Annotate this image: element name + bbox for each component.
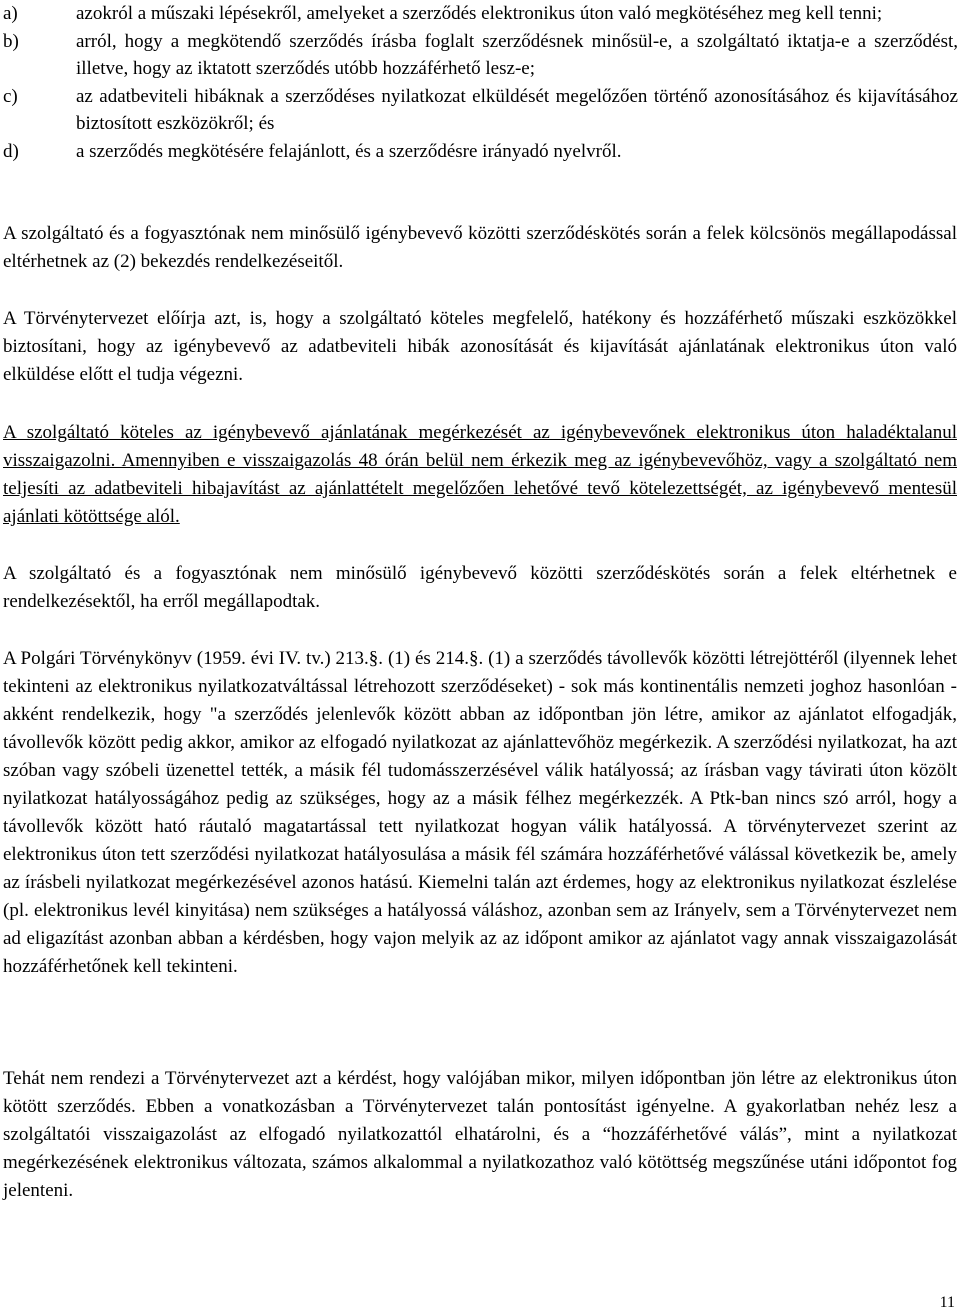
page-number: 11 [939, 1294, 955, 1311]
list-marker: b) [3, 30, 19, 52]
list-item [0, 138, 958, 166]
list-text: azokról a műszaki lépésekről, amelyeket a szerződés elektronikus úton való megkötéséhez meg kell tenni; [76, 3, 883, 24]
paragraph-civil-code: A Polgári Törvénykönyv (1959. évi IV. tv.) 213.§. (1) és 214.§. (1) a szerződés távollevők közötti létrejöttéről (ilyennek lehet tekinteni az elektronikus nyilatkozatváltással létrehozott szerződéseket) - sok más kontinentális nemzeti joghoz hasonlóan - akként rendelkezik, hogy "a szerződés jelenlevők között abban az időpontban jön létre, amikor az ajánlatot elfogadják, távollevők között pedig akkor, amikor az elfogadó nyilatkozat az ajánlattevőhöz megérkezik. A szerződési nyilatkozat, ha azt szóban vagy szóbeli üzenettel tették, a másik fél tudomásszerzésével válik hatályossá; az írásban vagy távirati úton közölt nyilatkozat hatályosságához pedig az szükséges, hogy az a másik félhez megérkezzék. A Ptk-ban nincs szó arról, hogy a távollevők között ható ráutaló magatartással tett nyilatkozat hogyan válik hatályossá. A törvénytervezet szerint az elektronikus úton tett szerződési nyilatkozat hatályosulása a másik fél számára hozzáférhetővé válással következik be, amely az írásbeli nyilatkozat megérkezésével azonos hatású. Kiemelni talán azt érdemes, hogy az elektronikus nyilatkozat észlelése (pl. elektronikus levél kinyitása) nem szükséges a hatályossá váláshoz, azonban sem az Irányelv, sem a Törvénytervezet nem ad eligazítást azonban abban a kérdésben, hogy vajon melyik az az időpont amikor az ajánlatot vagy annak visszaigazolását hozzáférhetőnek kell tekinteni. [3, 648, 957, 977]
list-marker: d) [3, 140, 19, 162]
paragraph-confirmation: A szolgáltató köteles az igénybevevő ajánlatának megérkezését az igénybevevőnek elektronikus úton haladéktalanul visszaigazolni. Amennyiben e visszaigazolás 48 órán belül nem érkezik meg az igénybevevőhöz, vagy a szolgáltató nem teljesíti az adatbeviteli hibajavítást az ajánlattételt megelőzően lehetővé tevő kötelezettségét, az igénybevevő mentesül ajánlati kötöttsége alól. [3, 422, 957, 527]
list-text: arról, hogy a megkötendő szerződés írásba foglalt szerződésnek minősül-e, a szolgáltató iktatja-e a szerződést, illetve, hogy az iktatott szerződés utóbb hozzáférhető lesz-e; [76, 30, 958, 79]
list-text: az adatbeviteli hibáknak a szerződéses nyilatkozat elküldését megelőzően történő azonosításához és kijavításához biztosított eszközökről; és [76, 85, 958, 134]
paragraph-conclusion: Tehát nem rendezi a Törvénytervezet azt a kérdést, hogy valójában mikor, milyen időpontban jön létre az elektronikus úton kötött szerződés. Ebben a vonatkozásban a Törvénytervezet talán pontosítást igényelne. A gyakorlatban nehéz lesz a szolgáltatói visszaigazolást az elfogadó nyilatkozattól elhatárolni, és a “hozzáférhetővé válás”, mint a nyilatkozat megérkezésének elektronikus változata, számos alkalommal a nyilatkozathoz való kötöttség megszűnése utáni időpontot fog jelenteni. [3, 1068, 957, 1201]
paragraph-technical-means: A Törvénytervezet előírja azt, is, hogy a szolgáltató köteles megfelelő, hatékony és hozzáférhető műszaki eszközökkel biztosítani, hogy az igénybevevő az adatbeviteli hibák azonosítását és kijavítását ajánlatának elektronikus úton való elküldése előtt el tudja végezni. [3, 308, 957, 385]
list-marker: a) [3, 3, 18, 24]
list-item [0, 28, 958, 83]
list-marker: c) [3, 85, 18, 107]
list-item [0, 0, 958, 28]
list-item [0, 83, 958, 138]
paragraph-agreement: A szolgáltató és a fogyasztónak nem minősülő igénybevevő közötti szerződéskötés során a felek eltérhetnek e rendelkezésektől, ha erről megállapodtak. [3, 563, 957, 612]
paragraph-deviation: A szolgáltató és a fogyasztónak nem minősülő igénybevevő közötti szerződéskötés során a felek kölcsönös megállapodással eltérhetnek az (2) bekezdés rendelkezéseitől. [3, 223, 957, 272]
list-text: a szerződés megkötésére felajánlott, és a szerződésre irányadó nyelvről. [76, 140, 622, 162]
requirements-list [0, 0, 958, 165]
